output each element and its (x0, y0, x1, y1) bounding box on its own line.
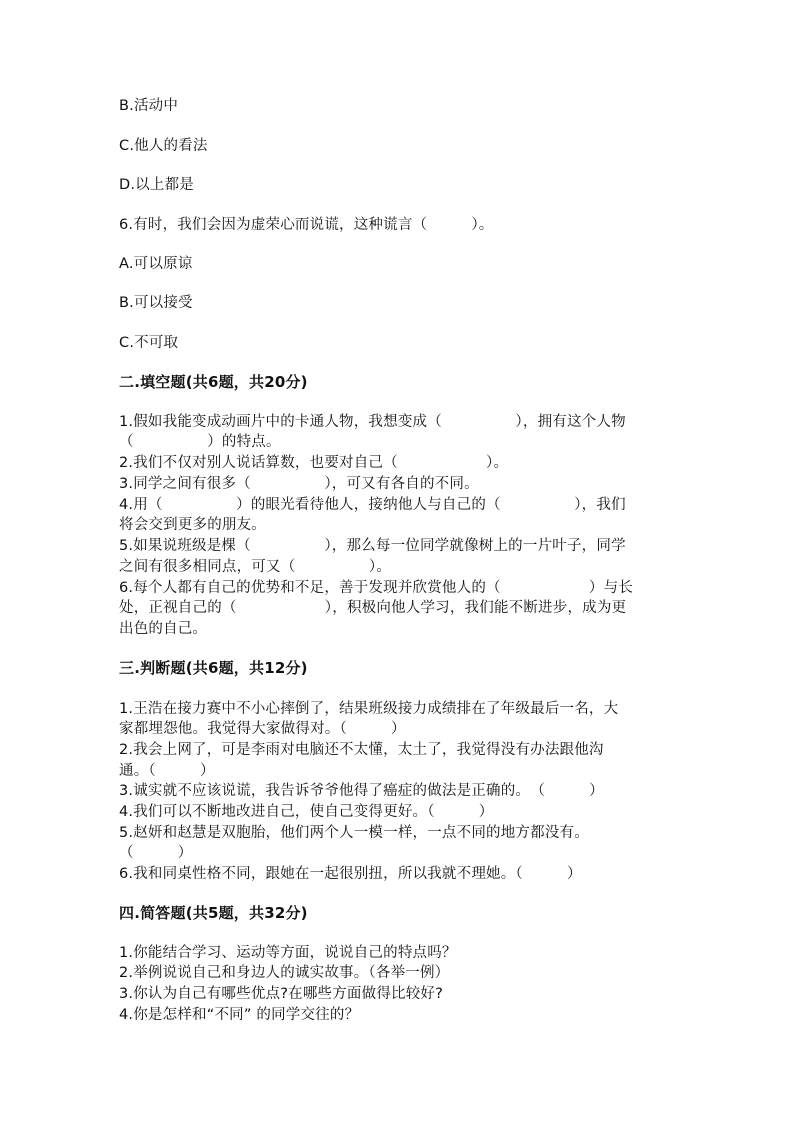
section-4-line: 2.举例说说自己和身边人的诚实故事。（各举一例） (119, 965, 450, 981)
question-6-stem: 6.有时，我们会因为虚荣心而说谎，这种谎言（ ）。 (119, 217, 494, 233)
section-2-line: 5.如果说班级是棵（ ），那么每一位同学就像树上的一片叶子，同学 (119, 538, 626, 554)
option-c: C.他人的看法 (119, 138, 208, 154)
section-2-line: 之间有很多相同点，可又（ ）。 (119, 559, 392, 575)
section-3-line: 6.我和同桌性格不同，跟她在一起很别扭，所以我就不理她。（ ） (119, 866, 582, 882)
section-3-line: 4.我们可以不断地改进自己，使自己变得更好。（ ） (119, 804, 494, 820)
question-6-option-a: A.可以原谅 (119, 256, 193, 272)
section-3-heading: 三.判断题(共6题，共12分) (119, 659, 308, 677)
section-3-line: 1.王浩在接力赛中不小心摔倒了，结果班级接力成绩排在了年级最后一名，大 (119, 701, 619, 717)
section-2-line: 将会交到更多的朋友。 (119, 517, 266, 533)
section-3-line: 通。（ ） (119, 763, 215, 779)
section-4-heading: 四.简答题(共5题，共32分) (119, 904, 308, 922)
section-2-line: （ ）的特点。 (119, 434, 281, 450)
section-2-line: 出色的自己。 (119, 621, 208, 637)
option-b: B.活动中 (119, 98, 179, 114)
section-2-line: 3.同学之间有很多（ ），可又有各自的不同。 (119, 476, 479, 492)
section-4-line: 3.你认为自己有哪些优点?在哪些方面做得比较好? (119, 986, 444, 1002)
section-3-line: （ ） (119, 845, 193, 861)
section-3-line: 2.我会上网了，可是李雨对电脑还不太懂，太土了，我觉得没有办法跟他沟 (119, 742, 604, 758)
section-4-line: 4.你是怎样和“不同” 的同学交往的？ (119, 1007, 360, 1023)
section-2-line: 2.我们不仅对别人说话算数，也要对自己（ ）。 (119, 455, 509, 471)
question-6-option-c: C.不可取 (119, 335, 179, 351)
section-3-line: 5.赵妍和赵慧是双胞胎，他们两个人一模一样，一点不同的地方都没有。 (119, 825, 589, 841)
section-2-heading: 二.填空题(共6题，共20分) (119, 373, 308, 391)
section-2-line: 6.每个人都有自己的优势和不足，善于发现并欣赏他人的（ ）与长 (119, 580, 634, 596)
option-d: D.以上都是 (119, 177, 194, 193)
section-4-line: 1.你能结合学习、运动等方面，说说自己的特点吗？ (119, 945, 457, 961)
section-2-line: 处，正视自己的（ ），积极向他人学习，我们能不断进步，成为更 (119, 600, 627, 616)
section-3-line: 3.诚实就不应该说谎，我告诉爷爷他得了癌症的做法是正确的。 （ ） (119, 783, 604, 799)
section-3-line: 家都埋怨他。我觉得大家做得对。（ ） (119, 721, 406, 737)
question-6-option-b: B.可以接受 (119, 295, 193, 311)
section-2-line: 1.假如我能变成动画片中的卡通人物，我想变成（ ），拥有这个人物 (119, 414, 626, 430)
section-2-line: 4.用（ ）的眼光看待他人，接纳他人与自己的（ ），我们 (119, 497, 626, 513)
